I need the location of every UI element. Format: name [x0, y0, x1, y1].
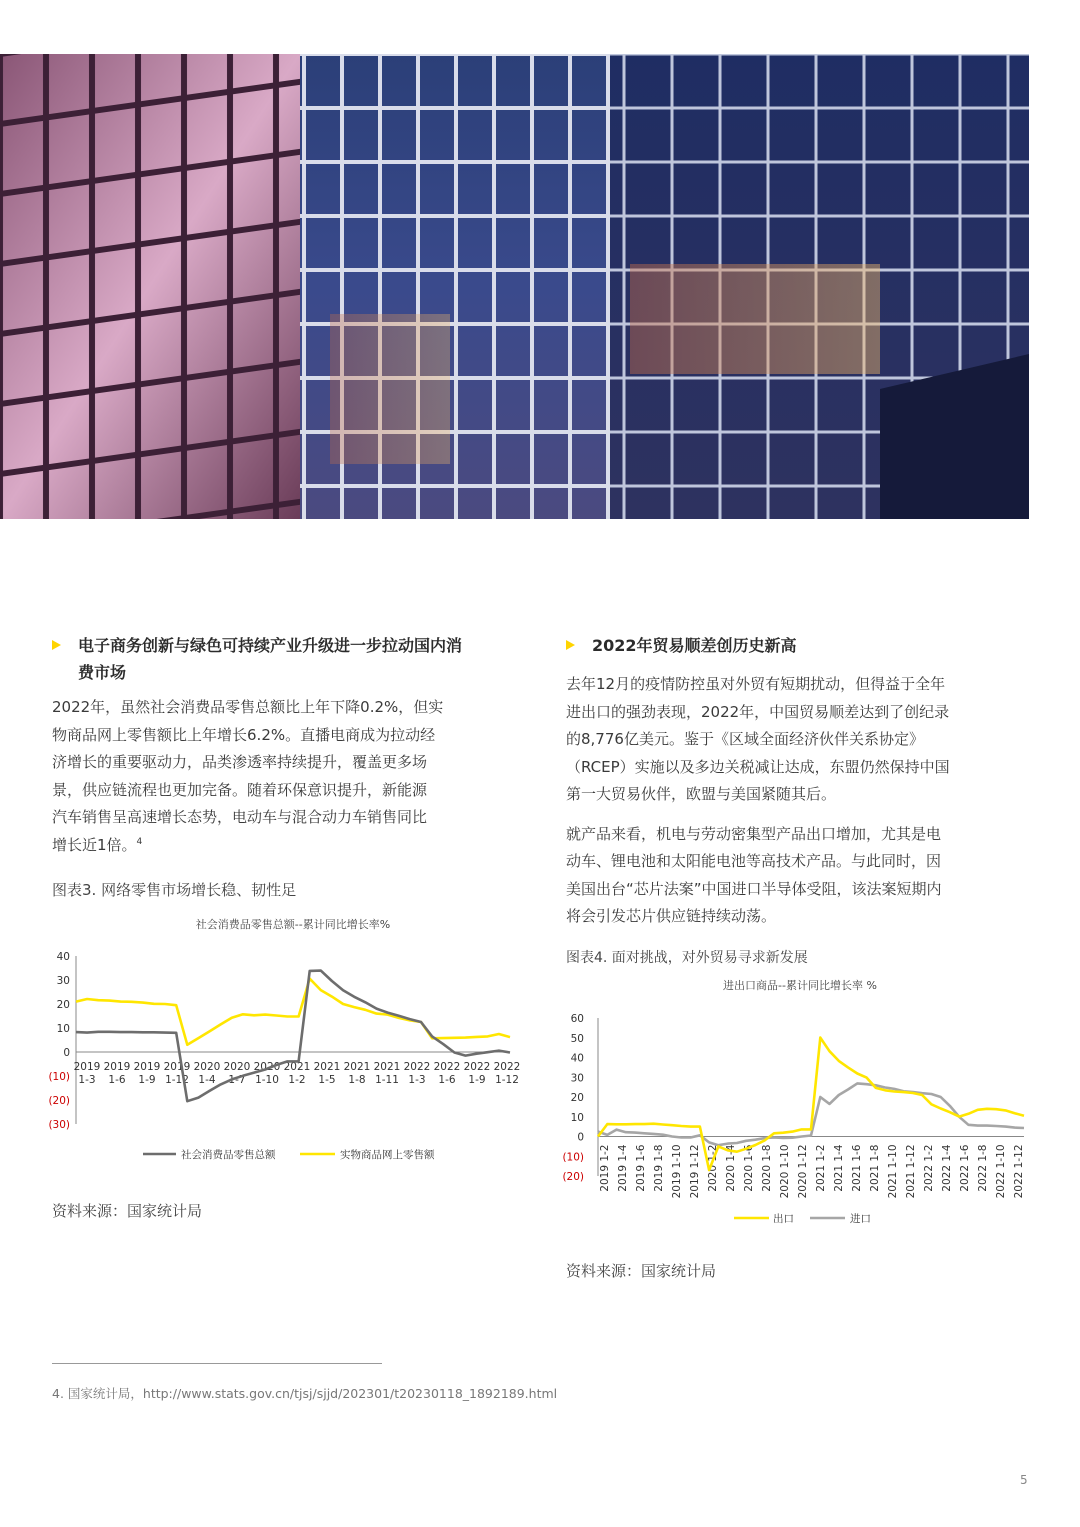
x-tick-label: 2021 1-10	[887, 1144, 899, 1199]
x-tick-label: 1-12	[165, 1074, 189, 1086]
page-number: 5	[1020, 1473, 1028, 1487]
y-tick-label: 30	[56, 975, 70, 987]
legend-label: 社会消费品零售总额	[181, 1149, 276, 1161]
line-chart	[48, 910, 538, 1175]
yellow-triangle-icon	[52, 640, 61, 650]
body-paragraph	[52, 694, 522, 859]
source-note: 资料来源：国家统计局	[566, 1262, 717, 1280]
y-tick-label: 0	[577, 1131, 584, 1144]
source-note: 资料来源：国家统计局	[52, 1202, 203, 1220]
x-tick-label: 2022 1-10	[995, 1144, 1007, 1199]
y-tick-label: (10)	[48, 1071, 70, 1083]
x-tick-label: 2020 1-12	[797, 1144, 809, 1199]
y-tick-label: 20	[570, 1092, 584, 1104]
yellow-triangle-icon	[566, 640, 575, 650]
x-tick-label: 2020 1-10	[779, 1144, 791, 1199]
heading-line: 费市场	[78, 663, 127, 682]
footnote-ref[interactable]: 4	[136, 836, 143, 847]
y-tick-label: 40	[56, 951, 70, 963]
para-line: 2022年，虽然社会消费品零售总额比上年下降0.2%，但实	[52, 698, 444, 716]
y-tick-label: (20)	[48, 1095, 70, 1107]
para-line: 汽车销售呈高速增长态势，电动车与混合动力车销售同比	[52, 808, 428, 826]
y-tick-label: (20)	[562, 1171, 584, 1183]
x-tick-label: 1-3	[408, 1074, 426, 1086]
x-tick-label: 2021	[283, 1061, 311, 1073]
x-tick-label: 2022	[493, 1061, 521, 1073]
x-tick-label: 2021 1-4	[833, 1144, 845, 1192]
x-tick-label: 1-5	[318, 1074, 336, 1086]
x-tick-label: 2019 1-8	[653, 1144, 665, 1192]
para-line: 动车、锂电池和太阳能电池等高技术产品。与此同时，因	[566, 852, 942, 870]
footnote-divider	[52, 1363, 382, 1364]
x-tick-label: 1-7	[228, 1074, 246, 1086]
y-tick-label: 30	[570, 1072, 584, 1085]
x-tick-label: 2021	[313, 1061, 341, 1073]
x-tick-label: 2020	[223, 1061, 251, 1073]
para-line: 第一大贸易伙伴，欧盟与美国紧随其后。	[566, 785, 837, 803]
para-line: 就产品来看，机电与劳动密集型产品出口增加，尤其是电	[566, 824, 942, 843]
x-tick-label: 2019 1-12	[689, 1144, 701, 1199]
x-tick-label: 1-8	[348, 1074, 366, 1086]
x-tick-label: 2022 1-8	[977, 1144, 989, 1192]
x-tick-label: 2021 1-12	[905, 1144, 917, 1199]
figure-title: 图表4. 面对挑战，对外贸易寻求新发展	[566, 949, 808, 966]
series-line	[76, 979, 510, 1045]
y-tick-label: 40	[570, 1052, 584, 1065]
x-tick-label: 1-4	[198, 1074, 216, 1086]
x-tick-label: 2019	[133, 1061, 161, 1073]
para-line: 将会引发芯片供应链持续动荡。	[566, 907, 777, 925]
y-tick-label: 60	[570, 1013, 584, 1025]
x-tick-label: 2019 1-2	[599, 1144, 611, 1192]
hero-photo	[0, 54, 1029, 519]
para-line: 物商品网上零售额比上年增长6.2%。直播电商成为拉动经	[52, 725, 436, 744]
x-tick-label: 2020	[253, 1061, 281, 1073]
chart-title: 社会消费品零售总额--累计同比增长率%	[195, 918, 391, 931]
x-tick-label: 2020 1-8	[761, 1144, 773, 1192]
left-column	[52, 632, 522, 900]
para-line: 美国出台“芯片法案”中国进口半导体受阻，该法案短期内	[566, 879, 942, 898]
y-tick-label: (10)	[562, 1151, 584, 1164]
x-tick-label: 2021	[343, 1061, 371, 1073]
x-tick-label: 1-3	[78, 1074, 96, 1086]
chart-retail-sales	[48, 910, 538, 1179]
x-tick-label: 2019 1-10	[671, 1144, 683, 1199]
body-paragraph	[566, 821, 1030, 931]
section-heading-ecommerce	[52, 632, 548, 686]
x-tick-label: 1-6	[108, 1074, 126, 1086]
y-tick-label: 0	[63, 1047, 70, 1059]
para-line-last	[52, 832, 522, 860]
x-tick-label: 2019	[163, 1061, 191, 1073]
x-tick-label: 2021 1-2	[815, 1144, 827, 1192]
para-line: 去年12月的疫情防控虽对外贸有短期扰动，但得益于全年	[566, 675, 946, 693]
para-line: 济增长的重要驱动力，品类渗透率持续提升，覆盖更多场	[52, 753, 428, 771]
figure-title: 图表3. 网络零售市场增长稳、韧性足	[52, 881, 297, 899]
x-tick-label: 1-9	[138, 1074, 156, 1086]
heading-line: 电子商务创新与绿色可持续产业升级进一步拉动国内消	[78, 636, 463, 655]
legend-label: 进口	[850, 1213, 871, 1225]
x-tick-label: 2022	[403, 1061, 431, 1073]
chart-trade	[562, 970, 1042, 1239]
x-tick-label: 2021	[373, 1061, 401, 1073]
y-tick-label: (30)	[48, 1119, 70, 1131]
y-tick-label: 20	[56, 999, 70, 1011]
x-tick-label: 2022 1-4	[941, 1144, 953, 1192]
para-line: （RCEP）实施以及多边关税减让达成，东盟仍然保持中国	[566, 757, 950, 776]
body-paragraph	[566, 671, 1030, 809]
heading-line: 2022年贸易顺差创历史新高	[592, 636, 797, 655]
legend-label: 出口	[773, 1213, 794, 1225]
x-tick-label: 2022 1-2	[923, 1144, 935, 1192]
x-tick-label: 2020	[193, 1061, 221, 1073]
x-tick-label: 1-2	[288, 1074, 306, 1086]
x-tick-label: 1-11	[375, 1074, 399, 1086]
line-chart	[562, 970, 1042, 1235]
x-tick-label: 2022	[433, 1061, 461, 1073]
section-heading-trade	[566, 632, 1030, 659]
footnote[interactable]: 4. 国家统计局，http://www.stats.gov.cn/tjsj/sjjd/202301/t20230118_1892189.html	[52, 1386, 558, 1401]
x-tick-label: 2020 1-6	[743, 1144, 755, 1192]
building-facade-image	[0, 54, 1029, 519]
right-column	[566, 632, 1030, 967]
x-tick-label: 2019 1-4	[617, 1144, 629, 1192]
x-tick-label: 2022	[463, 1061, 491, 1073]
x-tick-label: 2019	[103, 1061, 131, 1073]
x-tick-label: 2022 1-6	[959, 1144, 971, 1192]
x-tick-label: 2022 1-12	[1013, 1144, 1025, 1199]
y-tick-label: 50	[570, 1032, 584, 1045]
x-tick-label: 1-6	[438, 1074, 456, 1086]
para-line: 景，供应链流程也更加完备。随着环保意识提升，新能源	[52, 780, 428, 799]
para-line: 增长近1倍。	[52, 835, 137, 854]
x-tick-label: 1-12	[495, 1074, 519, 1086]
x-tick-label: 2020 1-4	[725, 1144, 737, 1192]
chart-title: 进出口商品--累计同比增长率 %	[723, 979, 877, 992]
x-tick-label: 2021 1-6	[851, 1144, 863, 1192]
x-tick-label: 1-10	[255, 1074, 279, 1086]
y-tick-label: 10	[570, 1111, 584, 1124]
legend-label: 实物商品网上零售额	[340, 1149, 435, 1161]
x-tick-label: 1-9	[468, 1074, 486, 1086]
x-tick-label: 2021 1-8	[869, 1144, 881, 1192]
x-tick-label: 2019	[73, 1061, 101, 1073]
para-line: 的8,776亿美元。鉴于《区域全面经济伙伴关系协定》	[566, 730, 924, 748]
x-tick-label: 2020 1-2	[707, 1144, 719, 1192]
y-tick-label: 10	[56, 1023, 70, 1035]
series-line	[598, 1083, 1024, 1145]
x-tick-label: 2019 1-6	[635, 1144, 647, 1192]
para-line: 进出口的强劲表现，2022年，中国贸易顺差达到了创纪录	[566, 702, 950, 721]
